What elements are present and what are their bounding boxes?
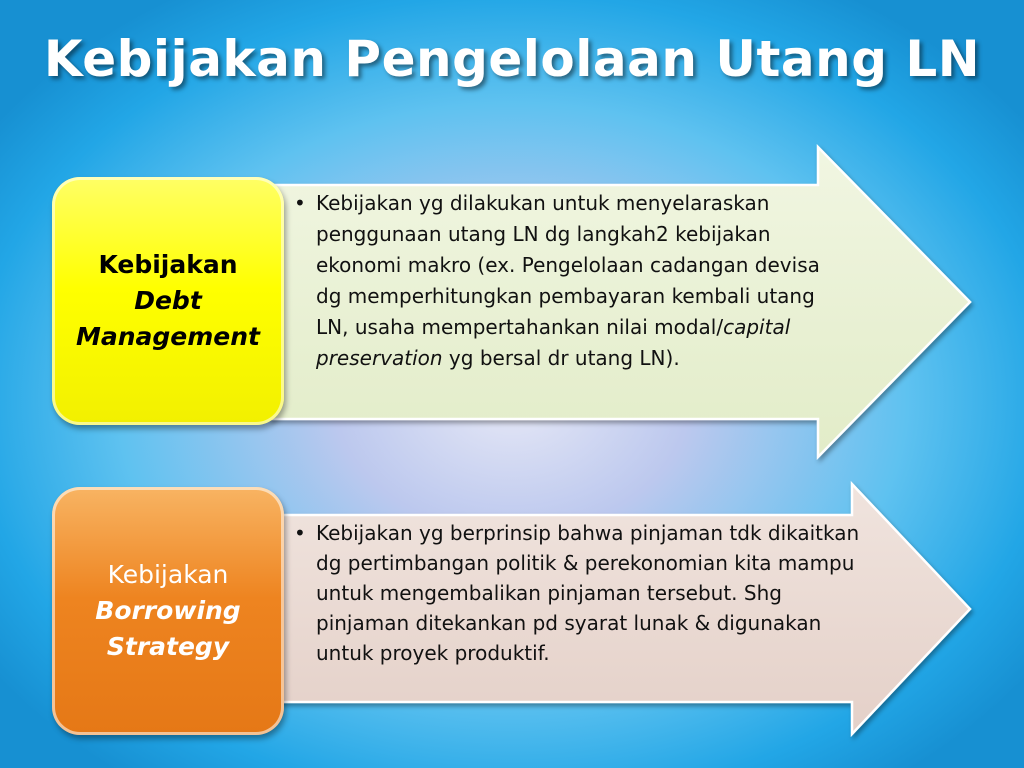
box-debt-management [52,177,284,425]
box-label-line2: Debt [134,286,202,315]
box-label-line3: Management [75,322,261,351]
desc-text: Kebijakan yg berprinsip bahwa pinjaman tdk dikaitkan dg pertimbangan politik & perekonomian kita mampu untuk mengembalikan pinjaman tersebut. Shg pinjaman ditekankan pd syarat lunak & digunakan untuk proyek produktif. [316,521,860,665]
box-label-line2: Borrowing [95,596,241,625]
desc-text-part: Kebijakan yg dilakukan untuk menyelaraskan penggunaan utang LN dg langkah2 kebijakan ekonomi makro (ex. Pengelolaan cadangan devisa dg memperhitungkan pembayaran kembali utang LN, usaha mempertahankan nilai modal/ [316,191,820,339]
bullet: • [294,191,306,215]
desc-text-part: yg bersal dr utang LN). [442,346,680,370]
desc-borrowing-strategy [294,518,874,668]
desc-debt-management [294,188,842,374]
box-borrowing-strategy [52,487,284,735]
slide-title: Kebijakan Pengelolaan Utang LN [43,30,981,88]
desc-text-italic: capital preservation [316,315,791,370]
box-label-line1: Kebijakan [98,250,238,279]
box-label-line1: Kebijakan [107,560,229,589]
desc-text [316,188,842,374]
bullet: • [294,521,306,545]
box-label-line3: Strategy [106,632,230,661]
